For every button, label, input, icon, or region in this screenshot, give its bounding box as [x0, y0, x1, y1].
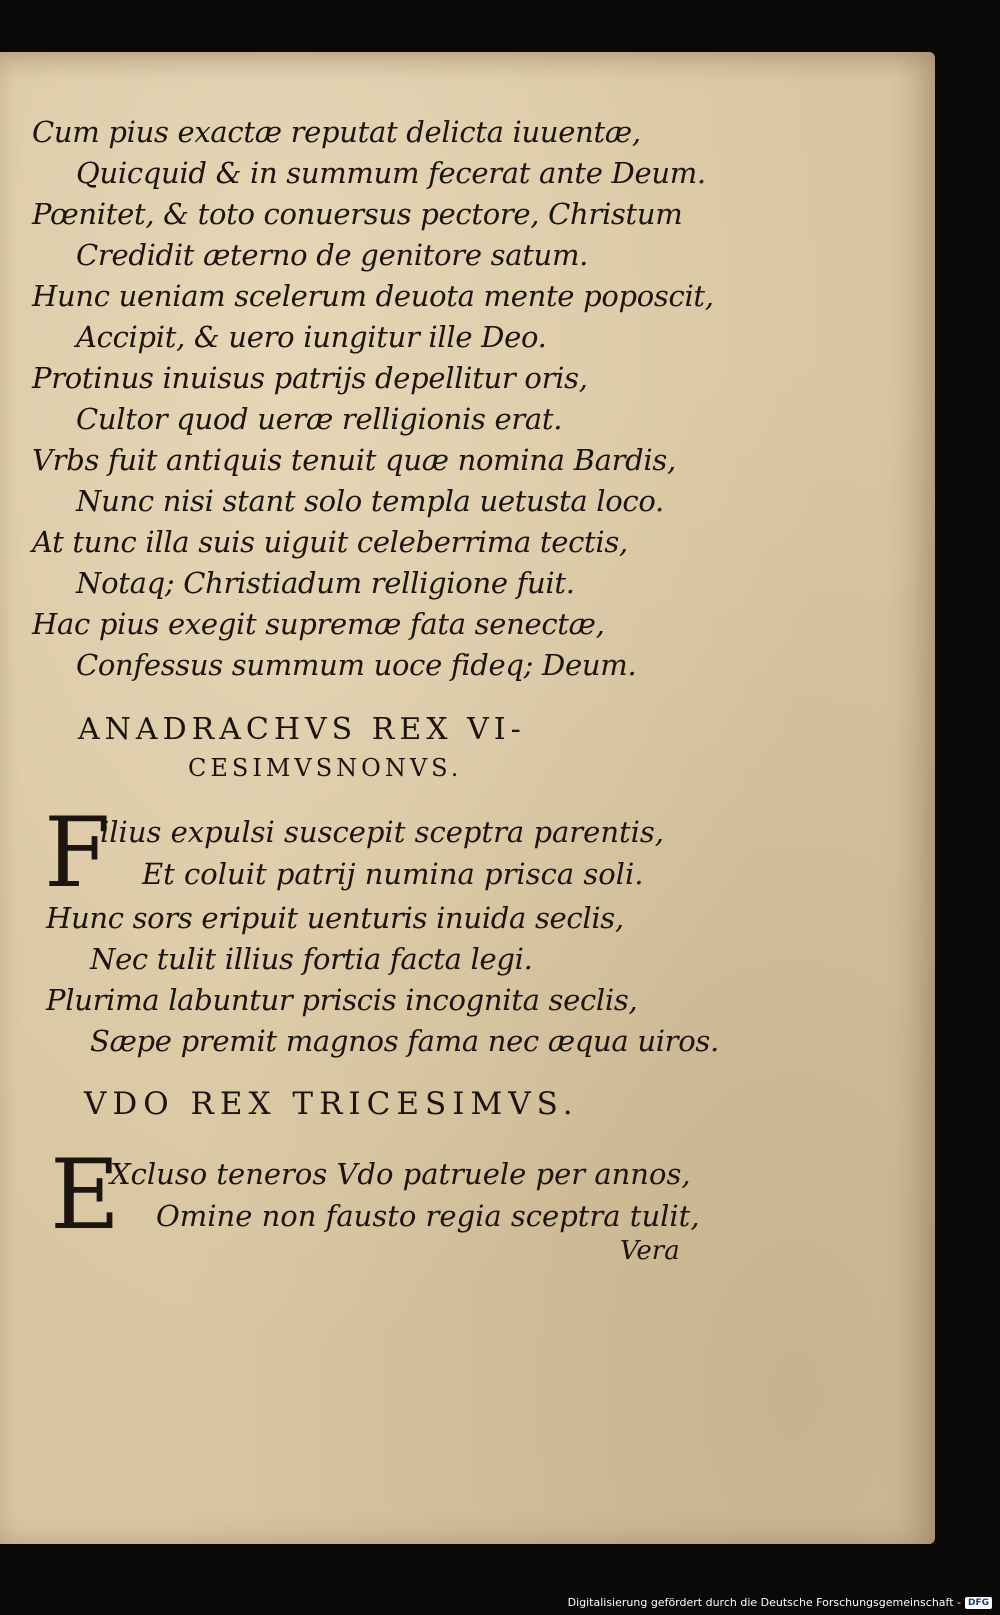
- verse-line: At tunc illa suis uiguit celeberrima tectis,: [32, 525, 628, 559]
- verse-line: Credidit æterno de genitore satum.: [76, 238, 589, 272]
- verse-block-top: [32, 112, 714, 686]
- catchword: Vera: [620, 1236, 680, 1266]
- book-page: [0, 52, 935, 1544]
- heading-line-2: CESIMVSNONVS.: [188, 754, 463, 782]
- stanza2-first-line: Xcluso teneros Vdo patruele per annos,: [110, 1157, 691, 1191]
- verse-line: Vrbs fuit antiquis tenuit quæ nomina Bardis,: [32, 443, 676, 477]
- verse-line: Sæpe premit magnos fama nec æqua uiros.: [90, 1024, 719, 1058]
- verse-line: Nunc nisi stant solo templa uetusta loco.: [76, 484, 664, 518]
- verse-line: Protinus inuisus patrijs depellitur oris,: [32, 361, 588, 395]
- stanza1-first-line: ilius expulsi suscepit sceptra parentis,: [100, 815, 665, 849]
- verse-line: Nec tulit illius fortia facta legi.: [90, 942, 533, 976]
- verse-line: Hunc ueniam scelerum deuota mente poposcit,: [32, 279, 714, 313]
- verse-line: Cum pius exactæ reputat delicta iuuentæ,: [32, 115, 641, 149]
- dropcap-f: F: [44, 797, 111, 909]
- section-heading-anadrachus-cont: [188, 754, 462, 782]
- verse-line: Hunc sors eripuit uenturis inuida seclis,: [46, 901, 624, 935]
- digitization-footer: [568, 1596, 992, 1609]
- stanza2-second-line: Omine non fausto regia sceptra tulit,: [156, 1199, 700, 1233]
- verse-line: Notaq; Christiadum relligione fuit.: [76, 566, 575, 600]
- verse-line: Plurima labuntur priscis incognita seclis,: [46, 983, 638, 1017]
- heading-line-1: ANADRACHVS REX VI-: [78, 712, 526, 747]
- section-heading-vdo: [84, 1086, 579, 1122]
- verse-line: Quicquid & in summum fecerat ante Deum.: [76, 156, 706, 190]
- dropcap-e: E: [50, 1139, 121, 1251]
- verse-line: Hac pius exegit supremæ fata senectæ,: [32, 607, 605, 641]
- verse-line: Accipit, & uero iungitur ille Deo.: [76, 320, 547, 354]
- verse-block-stanza1: [46, 898, 719, 1062]
- stanza1-second-line: Et coluit patrij numina prisca soli.: [142, 857, 644, 891]
- heading-vdo-text: VDO REX TRICESIMVS.: [84, 1086, 579, 1122]
- section-heading-anadrachus: [78, 712, 526, 747]
- verse-line: Cultor quod ueræ relligionis erat.: [76, 402, 563, 436]
- dfg-logo-icon: DFG: [965, 1597, 992, 1609]
- verse-line: Confessus summum uoce fideq; Deum.: [76, 648, 637, 682]
- footer-text: Digitalisierung gefördert durch die Deutsche Forschungsgemeinschaft -: [567, 1596, 961, 1609]
- verse-line: Pœnitet, & toto conuersus pectore, Christum: [32, 197, 683, 231]
